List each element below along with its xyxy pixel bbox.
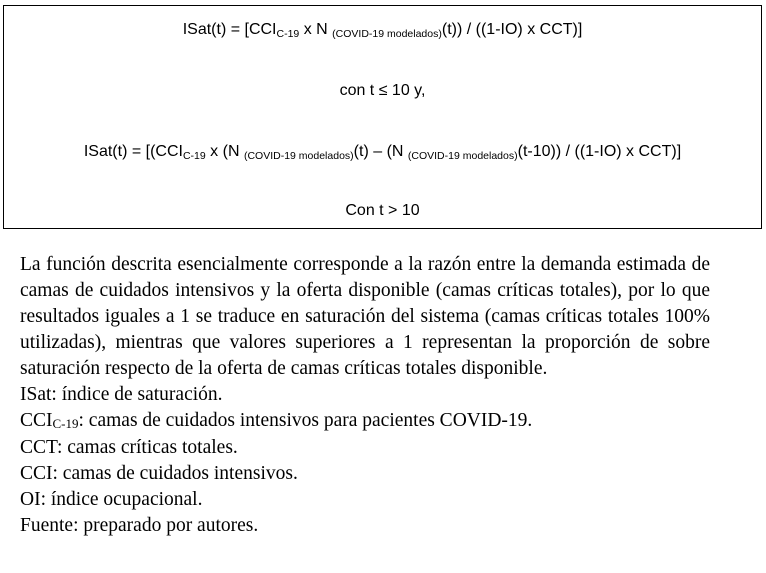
formula-text: ISat(t) = [(CCI	[83, 143, 183, 160]
definition-cct: CCT: camas críticas totales.	[20, 437, 238, 458]
formula-text: ISat(t) = [CCI	[182, 21, 277, 38]
formula-saturation-index-short-term	[4, 21, 761, 39]
definition-isat: ISat: índice de saturación.	[20, 384, 223, 405]
definition-term: CCI	[20, 410, 53, 431]
explanation-paragraph: La función descrita esencialmente corresponde a la razón entre la demanda estimada de camas de cuidados intensivos y la oferta disponible (camas críticas totales), por lo que resultados iguales a 1 se traduce en saturación del sistema (camas críticas totales 100% utilizadas), mientras que valores superiores a 1 representan la proporción de sobre saturación respecto de la oferta de camas críticas totales disponible.	[20, 254, 710, 379]
formula-saturation-index-long-term	[4, 143, 761, 161]
formula-subscript: (COVID-19 modelados)	[243, 150, 354, 162]
formula-condition-long-term: Con t > 10	[345, 202, 420, 219]
definition-text: : camas de cuidados intensivos para pacientes COVID-19.	[78, 410, 533, 431]
body-text	[20, 252, 710, 539]
formula-text: (t)) / ((1-IO) x CCT)]	[441, 21, 583, 38]
formula-box	[3, 5, 762, 229]
formula-text: (t-10)) / ((1-IO) x CCT)]	[517, 143, 682, 160]
formula-subscript: (COVID-19 modelados)	[332, 28, 442, 40]
source-note: Fuente: preparado por autores.	[20, 515, 259, 536]
formula-text: x (N	[205, 143, 244, 160]
formula-subscript: C-19	[182, 150, 206, 162]
definition-term-subscript: C-19	[52, 416, 79, 431]
formula-subscript: C-19	[276, 28, 300, 40]
definition-cci: CCI: camas de cuidados intensivos.	[20, 463, 298, 484]
formula-text: x N	[299, 21, 333, 38]
formula-subscript: (COVID-19 modelados)	[407, 150, 518, 162]
definition-oi: OI: índice ocupacional.	[20, 489, 203, 510]
formula-condition-short-term: con t ≤ 10 y,	[339, 82, 426, 99]
formula-text: (t) – (N	[353, 143, 408, 160]
definition-cci-c19	[20, 408, 710, 435]
